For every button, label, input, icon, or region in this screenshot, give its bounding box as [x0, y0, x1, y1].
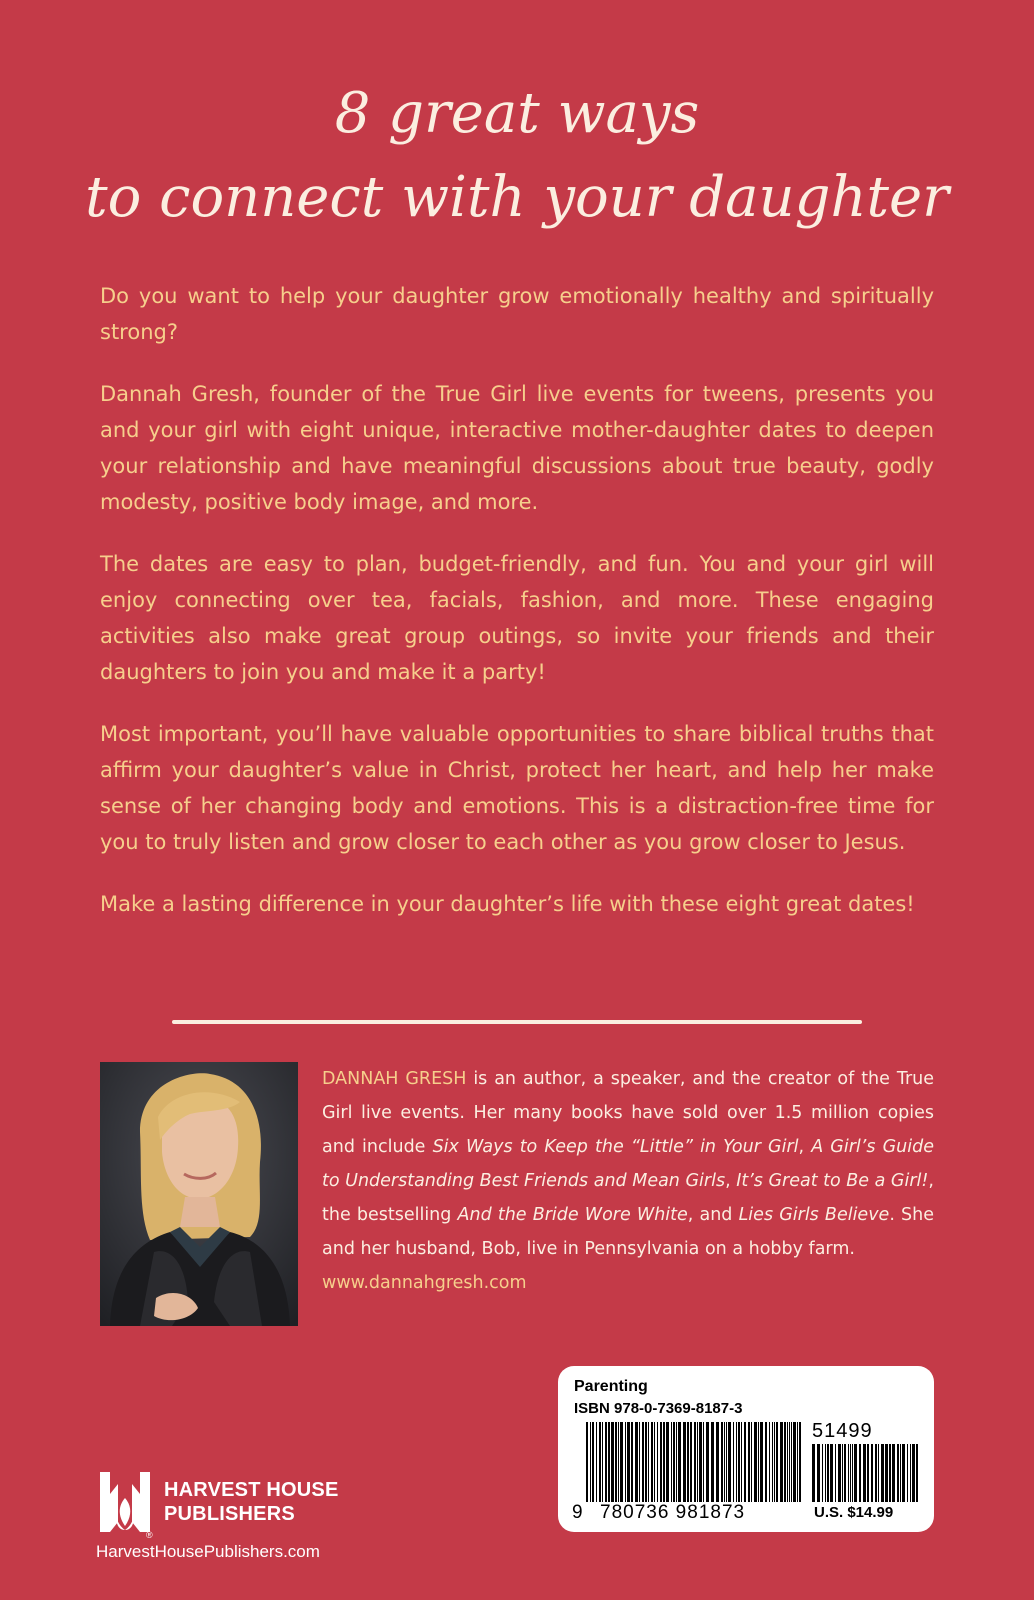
barcode-bar [620, 1422, 623, 1502]
barcode-bar [830, 1444, 833, 1502]
barcode-bar [690, 1422, 692, 1502]
barcode-bar [827, 1444, 829, 1502]
barcode-bar [902, 1444, 905, 1502]
harvest-house-logo-icon [96, 1472, 154, 1538]
barcode-bar [744, 1422, 746, 1502]
barcode-bar [842, 1444, 843, 1502]
barcode-bar [639, 1422, 640, 1502]
barcode-bar [666, 1422, 669, 1502]
barcode-bar [852, 1444, 853, 1502]
barcode-bar [736, 1422, 737, 1502]
barcode-bar [697, 1422, 698, 1502]
bio-text-4: . She and her husband, Bob, live in Pennsylvania on a hobby farm. [322, 1205, 934, 1259]
barcode-bar [871, 1444, 873, 1502]
barcode-bar [654, 1422, 655, 1502]
registered-mark: ® [146, 1530, 153, 1538]
barcode-bar [791, 1422, 792, 1502]
barcode-bar [772, 1422, 773, 1502]
barcode-bar [631, 1422, 633, 1502]
author-bio [322, 1062, 934, 1300]
barcode-bar [611, 1422, 614, 1502]
barcode-bar [625, 1422, 626, 1502]
barcode-bars [586, 1422, 802, 1502]
author-name: DANNAH GRESH [322, 1069, 467, 1089]
barcode-bar [822, 1444, 823, 1502]
description-paragraph-3: The dates are easy to plan, budget-friendly, and fun. You and your girl will enjoy connecting over tea, facials, fashion, and more. These engaging activities also make great group outings, so invite your friends and their daughters to join you and make it a party! [100, 552, 934, 684]
barcode-bar [599, 1422, 601, 1502]
barcode-bar [774, 1422, 775, 1502]
publisher-website-link[interactable]: HarvestHousePublishers.com [96, 1542, 320, 1561]
barcode-bar [797, 1422, 798, 1502]
barcode-bar [590, 1422, 591, 1502]
barcode-bar [678, 1422, 681, 1502]
barcode-bar [733, 1422, 734, 1502]
book-title-3: It’s Great to Be a Girl! [736, 1171, 929, 1191]
author-photo [100, 1062, 298, 1326]
bio-text-3: , and [687, 1205, 739, 1225]
barcode-bar [648, 1422, 649, 1502]
barcode-bar [789, 1422, 790, 1502]
cover-heading [0, 72, 1034, 240]
barcode-bar [825, 1444, 826, 1502]
barcode-bar [660, 1422, 662, 1502]
bio-separator-1: , [798, 1137, 812, 1157]
barcode-first-digit: 9 [572, 1502, 583, 1523]
barcode-bar [863, 1444, 866, 1502]
publisher-name-line-1: HARVEST HOUSE [164, 1479, 339, 1501]
barcode-bar [663, 1422, 665, 1502]
barcode-bar [671, 1422, 672, 1502]
barcode-bar [838, 1444, 841, 1502]
barcode-bar [817, 1444, 820, 1502]
barcode-bar [900, 1444, 901, 1502]
bio-text-1: is an author, a speaker, and the creator of the True Girl live events. Her many books have sold over 1.5 million copies and include [322, 1069, 934, 1157]
barcode-bar [812, 1444, 815, 1502]
barcode-bar [854, 1444, 857, 1502]
barcode-bar [726, 1422, 727, 1502]
barcode-bar [627, 1422, 630, 1502]
barcode-bar [657, 1422, 658, 1502]
book-title-4: And the Bride Wore White [457, 1205, 688, 1225]
description-paragraph-5: Make a lasting difference in your daughter’s life with these eight great dates! [100, 892, 915, 916]
barcode-bar [787, 1422, 788, 1502]
barcode-bar [703, 1422, 704, 1502]
barcode-bar [850, 1444, 851, 1502]
barcode-bar [586, 1422, 588, 1502]
book-title-2: A Girl’s Guide to Understanding Best Friends and Mean Girls [322, 1137, 934, 1191]
barcode-bar [694, 1422, 696, 1502]
barcode-bar [780, 1422, 783, 1502]
barcode-bar [605, 1422, 607, 1502]
barcode-bar [758, 1422, 759, 1502]
barcode-bar [711, 1422, 714, 1502]
barcode-bar [889, 1444, 891, 1502]
barcode-bar [867, 1444, 869, 1502]
barcode-bar [799, 1422, 801, 1502]
barcode-bar [724, 1422, 725, 1502]
barcode-bar [721, 1422, 723, 1502]
barcode-bar [608, 1422, 610, 1502]
heading-line-2: to connect with your daughter [85, 165, 949, 230]
author-portrait-illustration [100, 1062, 298, 1326]
barcode-bar [784, 1422, 786, 1502]
barcode-bar [683, 1422, 686, 1502]
publisher-name [164, 1478, 339, 1526]
isbn-label: ISBN 978-0-7369-8187-3 [574, 1400, 743, 1417]
barcode-addon-digits: 51499 [812, 1420, 873, 1442]
description-paragraph-1: Do you want to help your daughter grow emotionally healthy and spiritually strong? [100, 284, 934, 344]
barcode-bar [760, 1422, 763, 1502]
barcode-bar [848, 1444, 849, 1502]
barcode-bar [596, 1422, 597, 1502]
author-website-link[interactable]: www.dannahgresh.com [322, 1273, 527, 1293]
barcode-bar [741, 1422, 742, 1502]
book-title-5: Lies Girls Believe [738, 1205, 890, 1225]
barcode-bar [885, 1444, 888, 1502]
description-paragraph-2: Dannah Gresh, founder of the True Girl live events for tweens, presents you and your girl with eight unique, interactive mother-daughter dates to deepen your relationship and have meaningful discussions about true beauty, godly modesty, positive body image, and more. [100, 382, 934, 514]
barcode-bar [738, 1422, 740, 1502]
barcode-bar [835, 1444, 836, 1502]
barcode-bar [748, 1422, 750, 1502]
book-description [100, 278, 934, 948]
barcode-bar [881, 1444, 884, 1502]
barcode-bar [728, 1422, 731, 1502]
barcode-addon-bars [812, 1444, 918, 1502]
barcode-label [558, 1366, 934, 1532]
barcode-bar [910, 1444, 911, 1502]
barcode-bar [912, 1444, 915, 1502]
barcode-bar [907, 1444, 908, 1502]
barcode-bar [676, 1422, 677, 1502]
barcode-bar [651, 1422, 653, 1502]
barcode-bar [615, 1422, 617, 1502]
barcode-bar [897, 1444, 899, 1502]
bio-text-2: , the bestselling [322, 1171, 934, 1225]
barcode-bar [687, 1422, 689, 1502]
barcode-bar [645, 1422, 647, 1502]
barcode-bar [592, 1422, 594, 1502]
barcode-bar [769, 1422, 770, 1502]
publisher-name-line-2: PUBLISHERS [164, 1503, 295, 1525]
barcode-bar [859, 1444, 861, 1502]
barcode-bar [793, 1422, 796, 1502]
barcode-bar [635, 1422, 638, 1502]
section-divider [172, 1020, 862, 1024]
barcode-bar [916, 1444, 918, 1502]
price-label: U.S. $14.99 [814, 1504, 894, 1521]
description-paragraph-4: Most important, you’ll have valuable opportunities to share biblical truths that affirm your daughter’s value in Christ, protect her heart, and help her make sense of her changing body and emotions. This is a distraction-free time for you to truly listen and grow closer to each other as you grow closer to Jesus. [100, 722, 934, 854]
book-title-1: Six Ways to Keep the “Little” in Your Girl [432, 1137, 799, 1157]
publisher-block [96, 1472, 339, 1562]
barcode-bar [706, 1422, 709, 1502]
barcode-bar [751, 1422, 752, 1502]
barcode-bar [754, 1422, 757, 1502]
heading-line-1: 8 great ways [334, 81, 700, 146]
barcode-bar [673, 1422, 675, 1502]
category-label: Parenting [574, 1378, 648, 1395]
barcode-bar [602, 1422, 603, 1502]
barcode-bar [716, 1422, 719, 1502]
barcode-bar [642, 1422, 644, 1502]
barcode-bar [892, 1444, 895, 1502]
barcode-bar [618, 1422, 619, 1502]
barcode-bar [875, 1444, 877, 1502]
barcode-bar [878, 1444, 879, 1502]
barcode-bar [765, 1422, 767, 1502]
barcode-bar [776, 1422, 778, 1502]
barcode-bar [699, 1422, 702, 1502]
barcode-digits: 780736 981873 [600, 1502, 746, 1523]
bio-separator-2: , [725, 1171, 737, 1191]
barcode-bar [844, 1444, 846, 1502]
